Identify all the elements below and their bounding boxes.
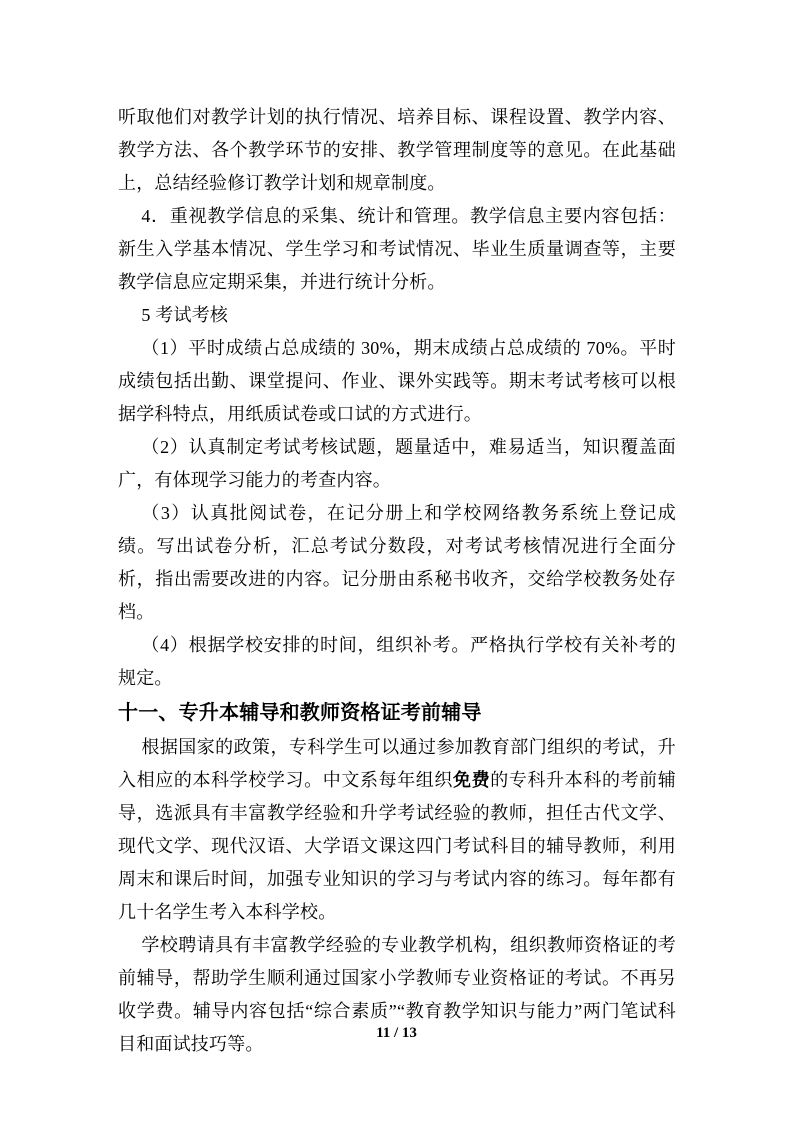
page-number: 11 / 13 bbox=[376, 1025, 417, 1041]
page-footer bbox=[0, 1023, 793, 1043]
page-content bbox=[118, 101, 676, 1061]
paragraph-text: 的专科升本科的考前辅导，选派具有丰富教学经验和升学考试经验的教师，担任古代文学、现代文学、现代汉语、大学语文课这四门考试科目的辅导教师，利用周末和课后时间，加强专业知识的学习与考试内容的练习。每年都有几十名学生考入本科学校。 bbox=[118, 770, 676, 922]
body-paragraph: （2）认真制定考试考核试题，题量适中，难易适当，知识覆盖面广，有体现学习能力的考查内容。 bbox=[118, 437, 676, 490]
body-paragraph bbox=[118, 731, 676, 929]
list-item-heading: 5 考试考核 bbox=[141, 305, 229, 325]
section-heading: 十一、专升本辅导和教师资格证考前辅导 bbox=[118, 702, 482, 724]
body-paragraph: 听取他们对教学计划的执行情况、培养目标、课程设置、教学内容、教学方法、各个教学环节的安排、教学管理制度等的意见。在此基础上，总结经验修订教学计划和规章制度。 bbox=[118, 107, 676, 193]
body-paragraph: （1）平时成绩占总成绩的 30%，期末成绩占总成绩的 70%。平时成绩包括出勤、课堂提问、作业、课外实践等。期末考试考核可以根据学科特点，用纸质试卷或口试的方式进行。 bbox=[118, 338, 676, 424]
body-paragraph: 学校聘请具有丰富教学经验的专业教学机构，组织教师资格证的考前辅导，帮助学生顺利通过国家小学教师专业资格证的考试。不再另收学费。辅导内容包括“综合素质”“教育教学知识与能力”两门笔试科目和面试技巧等。 bbox=[118, 935, 676, 1054]
paragraph-text: 根据国家的政策，专科学生可以通过参加教育部门组织的考试，升入相应的本科学校学习。中文系每年组织 bbox=[118, 737, 676, 790]
body-paragraph: （4）根据学校安排的时间，组织补考。严格执行学校有关补考的规定。 bbox=[118, 635, 676, 688]
body-paragraph: （3）认真批阅试卷，在记分册上和学校网络教务系统上登记成绩。写出试卷分析，汇总考试分数段，对考试考核情况进行全面分析，指出需要改进的内容。记分册由系秘书收齐，交给学校教务处存档。 bbox=[118, 503, 676, 622]
body-paragraph: 4．重视教学信息的采集、统计和管理。教学信息主要内容包括：新生入学基本情况、学生学习和考试情况、毕业生质量调查等，主要教学信息应定期采集，并进行统计分析。 bbox=[118, 206, 676, 292]
bold-text: 免费 bbox=[453, 770, 491, 790]
